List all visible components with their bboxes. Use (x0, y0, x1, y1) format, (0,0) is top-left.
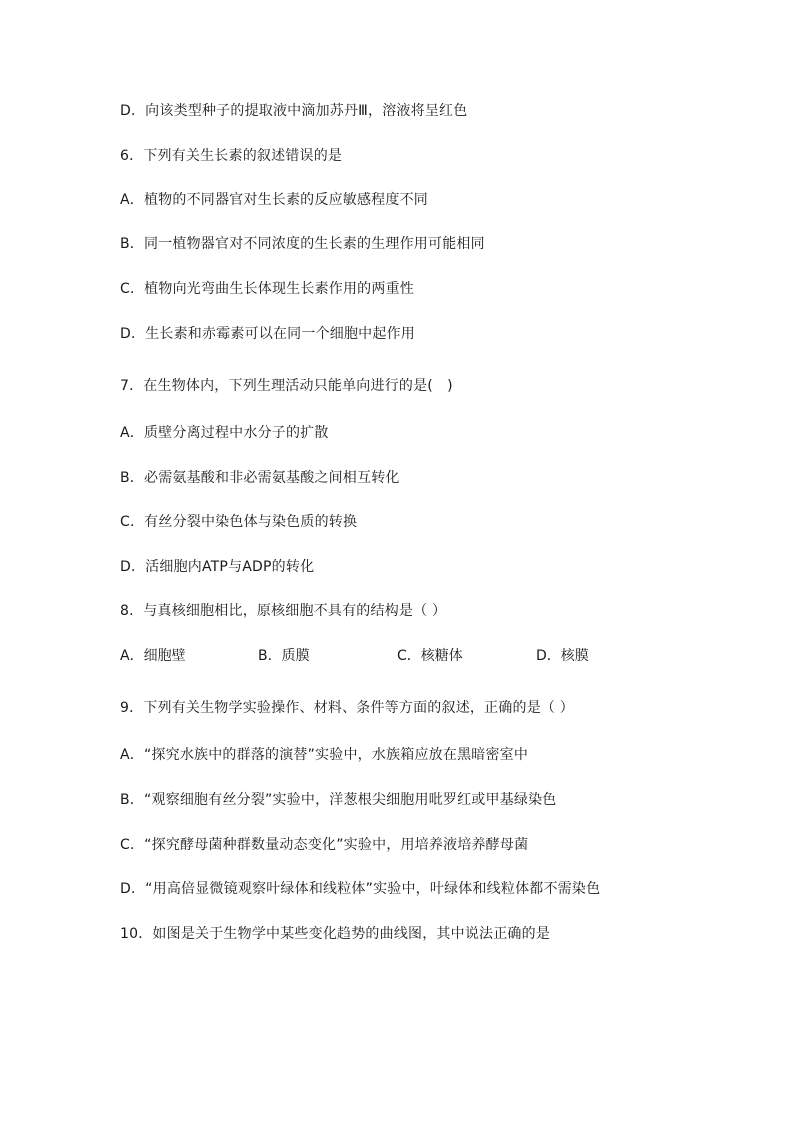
q9-option-c: C．“探究酵母菌种群数量动态变化”实验中，用培养液培养酵母菌 (120, 837, 529, 853)
q7-stem: 7．在生物体内，下列生理活动只能单向进行的是( ) (120, 378, 453, 394)
q7-option-d: D．活细胞内ATP与ADP的转化 (120, 559, 315, 575)
q8-stem: 8．与真核细胞相比，原核细胞不具有的结构是（ ） (120, 603, 447, 619)
q8-option-a: A．细胞壁 (120, 648, 186, 664)
q6-option-d: D．生长素和赤霉素可以在同一个细胞中起作用 (120, 326, 415, 342)
q10-stem: 10．如图是关于生物学中某些变化趋势的曲线图，其中说法正确的是 (120, 926, 551, 942)
q7-option-b: B．必需氨基酸和非必需氨基酸之间相互转化 (120, 470, 400, 486)
q6-option-b: B．同一植物器官对不同浓度的生长素的生理作用可能相同 (120, 236, 485, 252)
q9-option-b: B．“观察细胞有丝分裂”实验中，洋葱根尖细胞用吡罗红或甲基绿染色 (120, 792, 557, 808)
q9-option-d: D．“用高倍显微镜观察叶绿体和线粒体”实验中，叶绿体和线粒体都不需染色 (120, 881, 601, 897)
q6-stem: 6．下列有关生长素的叙述错误的是 (120, 148, 343, 164)
q9-stem: 9．下列有关生物学实验操作、材料、条件等方面的叙述，正确的是（ ） (120, 700, 574, 716)
q6-option-c: C．植物向光弯曲生长体现生长素作用的两重性 (120, 281, 414, 297)
q8-option-b: B．质膜 (258, 648, 310, 664)
q9-option-a: A．“探究水族中的群落的演替”实验中，水族箱应放在黑暗密室中 (120, 747, 529, 763)
q8-option-c: C．核糖体 (397, 648, 463, 664)
q6-option-a: A．植物的不同器官对生长素的反应敏感程度不同 (120, 192, 428, 208)
q7-option-a: A．质壁分离过程中水分子的扩散 (120, 425, 329, 441)
q7-option-c: C．有丝分裂中染色体与染色质的转换 (120, 514, 358, 530)
q8-option-d: D．核膜 (536, 648, 589, 664)
q5-option-d: D．向该类型种子的提取液中滴加苏丹Ⅲ，溶液将呈红色 (120, 103, 468, 119)
